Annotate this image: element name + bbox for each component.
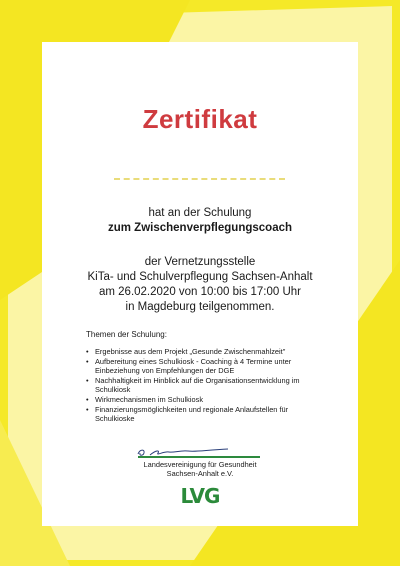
list-item: • Aufbereitung eines Schulkiosk - Coaching à 4 Termine unter Einbeziehung von Empfehlungen der DGE (86, 357, 326, 376)
participation-block (42, 206, 358, 236)
topics-list (86, 347, 326, 424)
organization-name (42, 460, 358, 478)
list-item: • Finanzierungsmöglichkeiten und regionale Anlaufstellen für Schulkioske (86, 405, 326, 424)
certificate-title: Zertifikat (142, 104, 258, 134)
location-line: in Magdeburg teilgenommen. (125, 301, 275, 313)
logo-text: LVG (180, 484, 220, 508)
certificate-card (42, 42, 358, 526)
dashed-divider (114, 178, 285, 180)
date-time-line: am 26.02.2020 von 10:00 bis 17:00 Uhr (98, 286, 302, 298)
list-item: • Wirkmechanismen im Schulkiosk (86, 395, 326, 405)
org-line2: Sachsen-Anhalt e.V. (166, 469, 234, 479)
org-line1: Landesvereinigung für Gesundheit (143, 460, 257, 469)
organizer-block (42, 255, 358, 315)
participation-line: hat an der Schulung (148, 207, 252, 219)
lvg-logo (162, 484, 238, 508)
list-item: • Nachhaltigkeit im Hinblick auf die Organisationsentwicklung im Schulkiosk (86, 376, 326, 395)
organizer-line2: KiTa- und Schulverpflegung Sachsen-Anhalt (87, 271, 313, 283)
topics-title: Themen der Schulung: (86, 330, 167, 339)
list-item: • Ergebnisse aus dem Projekt „Gesunde Zwischenmahlzeit" (86, 347, 326, 357)
training-name: zum Zwischenverpflegungscoach (107, 222, 293, 234)
signature-line (138, 456, 260, 458)
organizer-line1: der Vernetzungsstelle (144, 256, 256, 268)
